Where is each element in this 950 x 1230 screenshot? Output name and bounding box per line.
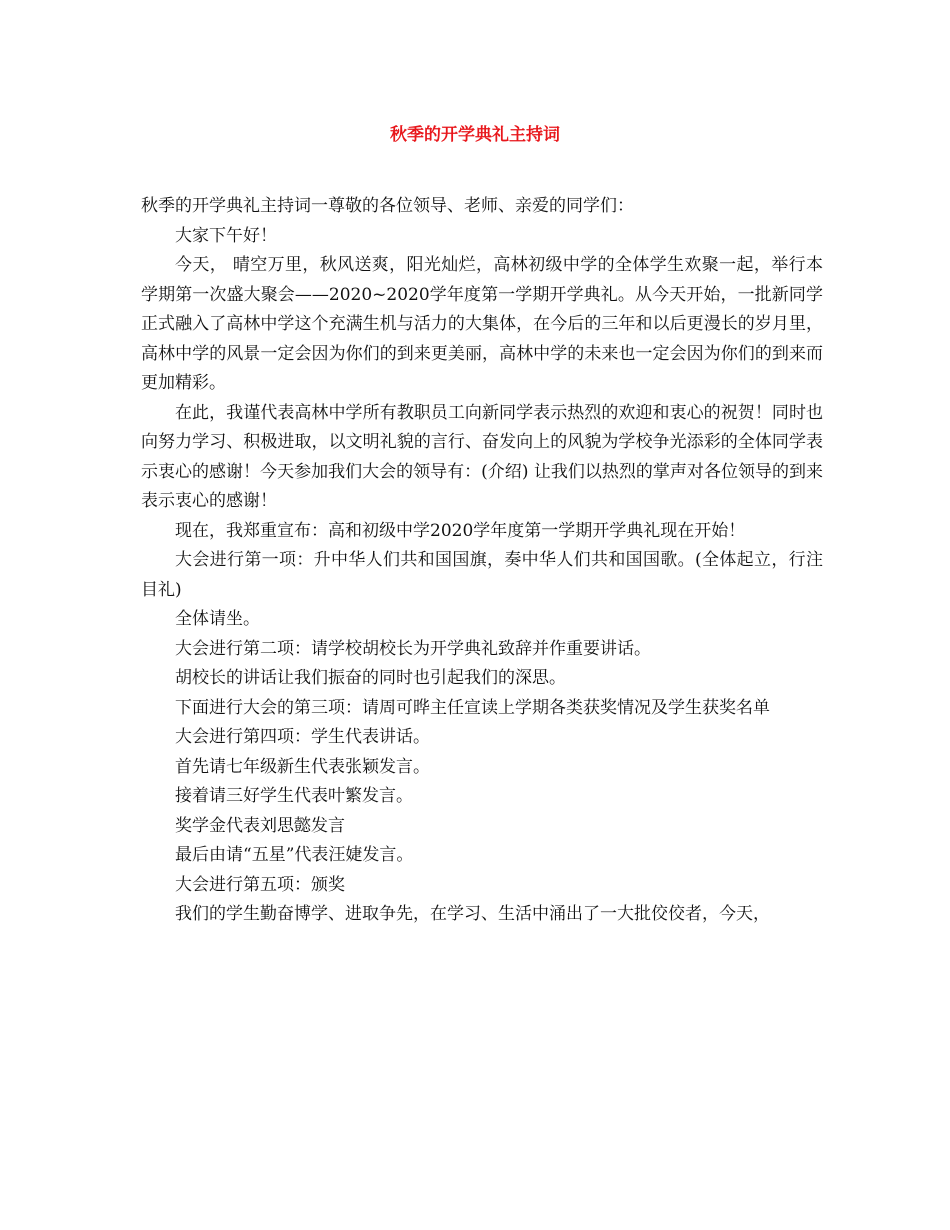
paragraph-item-three: 下面进行大会的第三项：请周可晔主任宣读上学期各类获奖情况及学生获奖名单	[175, 697, 770, 718]
paragraph-speaker-two: 接着请三好学生代表叶繁发言。	[175, 786, 413, 806]
paragraph-opening: 今天， 晴空万里，秋风送爽，阳光灿烂，高林初级中学的全体学生欢聚一起，举行本学期第一次盛大聚会——2020~2020学年度第一学期开学典礼。从今天开始，一批新同学正式融入了高林中学这个充满生机与活力的大集体，在今后的三年和以后更漫长的岁月里，高林中学的风景一定会因为你们的到来更美丽，高林中学的未来也一定会因为你们的到来而更加精彩。	[141, 255, 823, 393]
paragraph-item-five: 大会进行第五项：颁奖	[175, 874, 345, 895]
paragraph-announcement: 现在，我郑重宣布：高和初级中学2020学年度第一学期开学典礼现在开始！	[175, 520, 746, 541]
paragraph-speaker-three: 奖学金代表刘思懿发言	[175, 815, 345, 836]
paragraph-item-one: 大会进行第一项：升中华人们共和国国旗，奏中华人们共和国国歌。(全体起立，行注目礼)	[141, 550, 823, 600]
paragraph-speaker-one: 首先请七年级新生代表张颖发言。	[175, 756, 430, 777]
paragraph-awards: 我们的学生勤奋博学、进取争先，在学习、生活中涌出了一大批佼佼者，今天，	[175, 904, 770, 924]
paragraph-item-four: 大会进行第四项：学生代表讲话。	[175, 727, 430, 747]
document-body	[141, 192, 823, 930]
paragraph-greeting: 大家下午好！	[175, 225, 277, 246]
document-title: 秋季的开学典礼主持词	[390, 125, 560, 145]
paragraph-speaker-four: 最后由请“五星”代表汪婕发言。	[175, 845, 414, 865]
paragraph-welcome: 在此，我谨代表高林中学所有教职员工向新同学表示热烈的欢迎和衷心的祝贺！同时也向努力学习、积极进取，以文明礼貌的言行、奋发向上的风貌为学校争光添彩的全体同学表示衷心的感谢！今天参加我们大会的领导有：(介绍) 让我们以热烈的掌声对各位领导的到来表示衷心的感谢！	[141, 402, 823, 511]
paragraph-item-two: 大会进行第二项：请学校胡校长为开学典礼致辞并作重要讲话。	[175, 638, 651, 659]
paragraph-speech-response: 胡校长的讲话让我们振奋的同时也引起我们的深思。	[175, 668, 566, 688]
paragraph-salutation: 秋季的开学典礼主持词一尊敬的各位领导、老师、亲爱的同学们：	[141, 196, 634, 216]
paragraph-be-seated: 全体请坐。	[175, 609, 260, 629]
